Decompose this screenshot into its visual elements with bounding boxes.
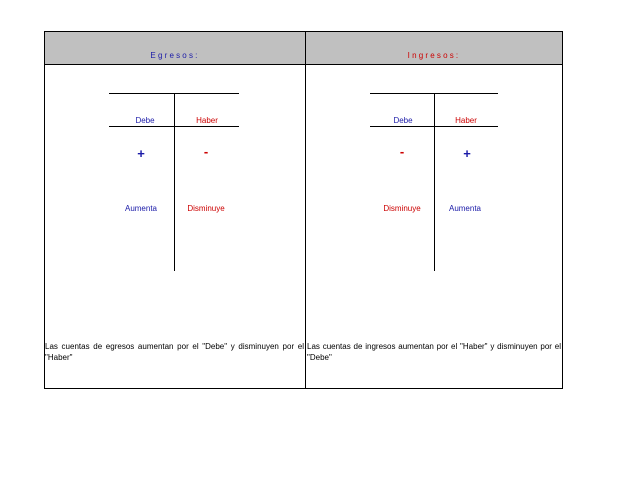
ingresos-header (306, 32, 562, 65)
ingresos-haber-effect: Aumenta (448, 204, 482, 213)
egresos-haber-effect: Disminuye (187, 204, 225, 213)
egresos-title: Egresos: (150, 51, 200, 60)
egresos-haber-label: Haber (196, 116, 218, 125)
egresos-debe-label: Debe (135, 116, 155, 125)
ingresos-haber-sign: + (463, 146, 471, 161)
egresos-debe-effect: Aumenta (124, 204, 158, 213)
ingresos-debe-effect: Disminuye (383, 204, 421, 213)
ingresos-debe-label: Debe (393, 116, 413, 125)
ingresos-note: Las cuentas de ingresos aumentan por el "Haber" y disminuyen por el "Debe" (307, 342, 561, 362)
accounts-table (44, 31, 563, 389)
ingresos-debe-sign: - (399, 144, 405, 159)
egresos-header (45, 32, 305, 65)
egresos-haber-sign: - (203, 144, 209, 159)
ingresos-haber-label: Haber (455, 116, 477, 125)
t-account-divider (434, 93, 435, 271)
ingresos-panel (306, 32, 562, 388)
egresos-debe-sign: + (137, 146, 145, 161)
egresos-panel (45, 32, 306, 388)
egresos-note: Las cuentas de egresos aumentan por el "Debe" y disminuyen por el "Haber" (45, 342, 304, 362)
ingresos-title: Ingresos: (407, 51, 461, 60)
